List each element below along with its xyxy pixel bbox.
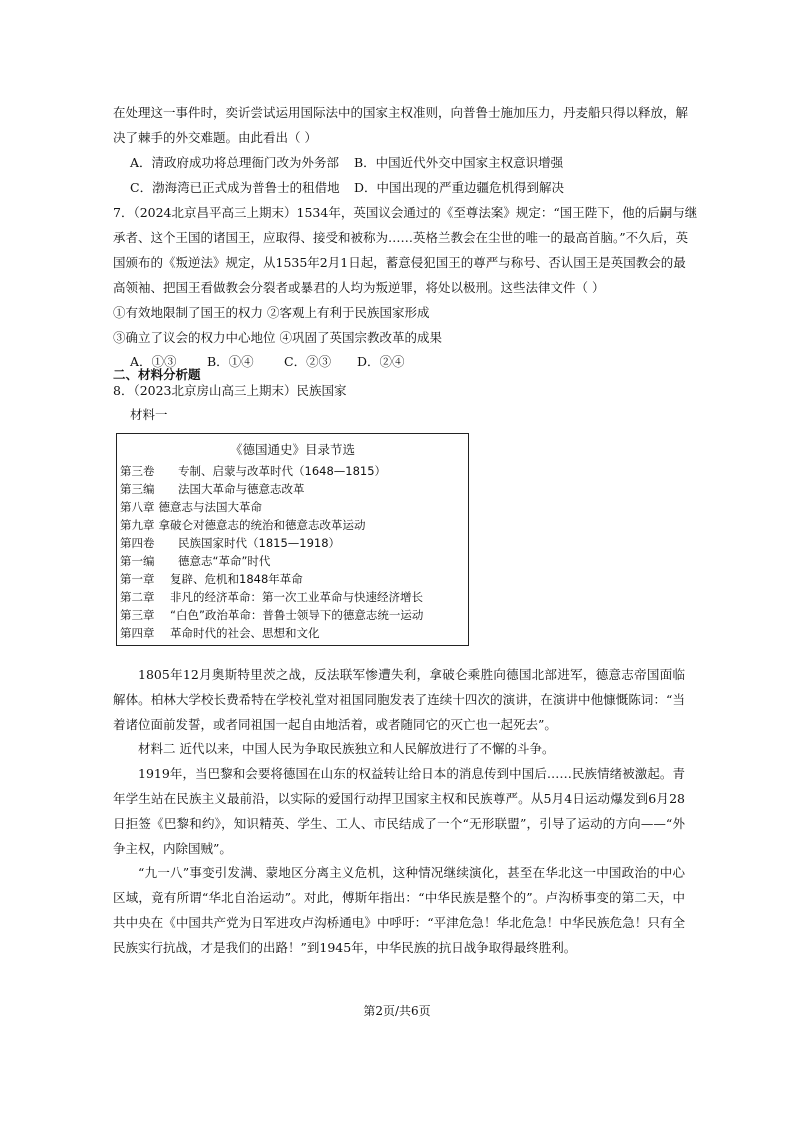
q7-option-d: D．②④ [357,354,405,369]
toc-row: 第三编 法国大革命与德意志改革 [120,482,305,496]
q6-option-a: A．清政府成功将总理衙门改为外务部 [130,155,340,170]
toc-row: 第九章 拿破仑对德意志的统治和德意志改革运动 [120,518,366,532]
q7-stem-line3: 国颁布的《叛逆法》规定，从1535年2月1日起，蓄意侵犯国王的尊严与称号、否认国王是英国教会的最 [113,255,686,270]
material1-paragraph: 1805年12月奥斯特里茨之战，反法联军惨遭失利，拿破仑乘胜向德国北部进军，德意志帝国面临解体。柏林大学校长费希特在学校礼堂对祖国同胞发表了连续十四次的演讲，在演讲中他慷慨陈词：“当着诸位面前发誓，或者同祖国一起自由地活着，或者随同它的灭亡也一起死去”。 [113,667,685,732]
q7-option-c: C．②③ [284,354,332,369]
material2-paragraph2: “九一八”事变引发满、蒙地区分离主义危机，这种情况继续演化，甚至在华北这一中国政治的中心区域，竟有所谓“华北自治运动”。对此，傅斯年指出：“中华民族是整个的”。卢沟桥事变的第二天，中共中央在《中国共产党为日军进攻卢沟桥通电》中呼吁：“平津危急！华北危急！中华民族危急！只有全民族实行抗战，才是我们的出路！”到1945年，中华民族的抗日战争取得最终胜利。 [113,865,685,955]
page-footer: 第2页/共6页 [363,1004,431,1018]
toc-row: 第八章 德意志与法国大革命 [120,500,262,514]
q6-stem-line1: 在处理这一事件时，奕䜣尝试运用国际法中的国家主权准则，向普鲁士施加压力，丹麦船只得以释放，解 [113,105,689,120]
material2-intro: 材料二 近代以来，中国人民为争取民族独立和人民解放进行了不懈的斗争。 [138,741,555,756]
q7-stem-line1: 7．（2024北京昌平高三上期末）1534年，英国议会通过的《至尊法案》规定：“国王陛下，他的后嗣与继 [113,205,698,220]
q6-stem-line2: 决了棘手的外交难题。由此看出（ ） [113,130,317,145]
toc-row: 第四卷 民族国家时代（1815—1918） [120,536,341,550]
toc-row: 第三章 “白色”政治革命：普鲁士领导下的德意志统一运动 [120,608,424,622]
q7-statement-3-4: ③确立了议会的权力中心地位 ④巩固了英国宗教改革的成果 [113,330,442,345]
toc-excerpt-box [116,433,469,646]
q7-stem-line2: 承者、这个王国的诸国王，应取得、接受和被称为……英格兰教会在尘世的唯一的最高首脑。”不久后，英 [113,230,689,245]
q6-option-d: D．中国出现的严重边疆危机得到解决 [354,180,565,195]
q7-option-b: B．①④ [207,354,254,369]
q6-option-c: C．渤海湾已正式成为普鲁士的租借地 [130,180,340,195]
material2-paragraph1: 1919年，当巴黎和会要将德国在山东的权益转让给日本的消息传到中国后……民族情绪被激起。青年学生站在民族主义最前沿，以实际的爱国行动捍卫国家主权和民族尊严。从5月4日运动爆发到6月28日拒签《巴黎和约》，知识精英、学生、工人、市民结成了一个“无形联盟”，引导了运动的方向——“外争主权，内除国贼”。 [113,766,685,856]
q6-option-b: B．中国近代外交中国家主权意识增强 [354,155,564,170]
material1-label: 材料一 [130,407,168,422]
q7-option-a: A．①③ [130,354,177,369]
toc-title: 《德国通史》目录节选 [229,442,355,457]
toc-row: 第三卷 专制、启蒙与改革时代（1648—1815） [120,464,387,478]
toc-row: 第二章 非凡的经济革命：第一次工业革命与快速经济增长 [120,590,423,604]
q7-stem-line4: 高领袖、把国王看做教会分裂者或暴君的人均为叛逆罪，将处以极刑。这些法律文件（ ） [113,280,605,295]
q8-title: 8．（2023北京房山高三上期末）民族国家 [113,383,347,398]
section-heading: 二、材料分析题 [113,367,201,382]
toc-row: 第一章 复辟、危机和1848年革命 [120,572,303,586]
toc-row: 第四章 革命时代的社会、思想和文化 [120,626,320,640]
q7-statement-1-2: ①有效地限制了国王的权力 ②客观上有利于民族国家形成 [113,305,430,320]
toc-row: 第一编 德意志“革命”时代 [120,554,271,568]
